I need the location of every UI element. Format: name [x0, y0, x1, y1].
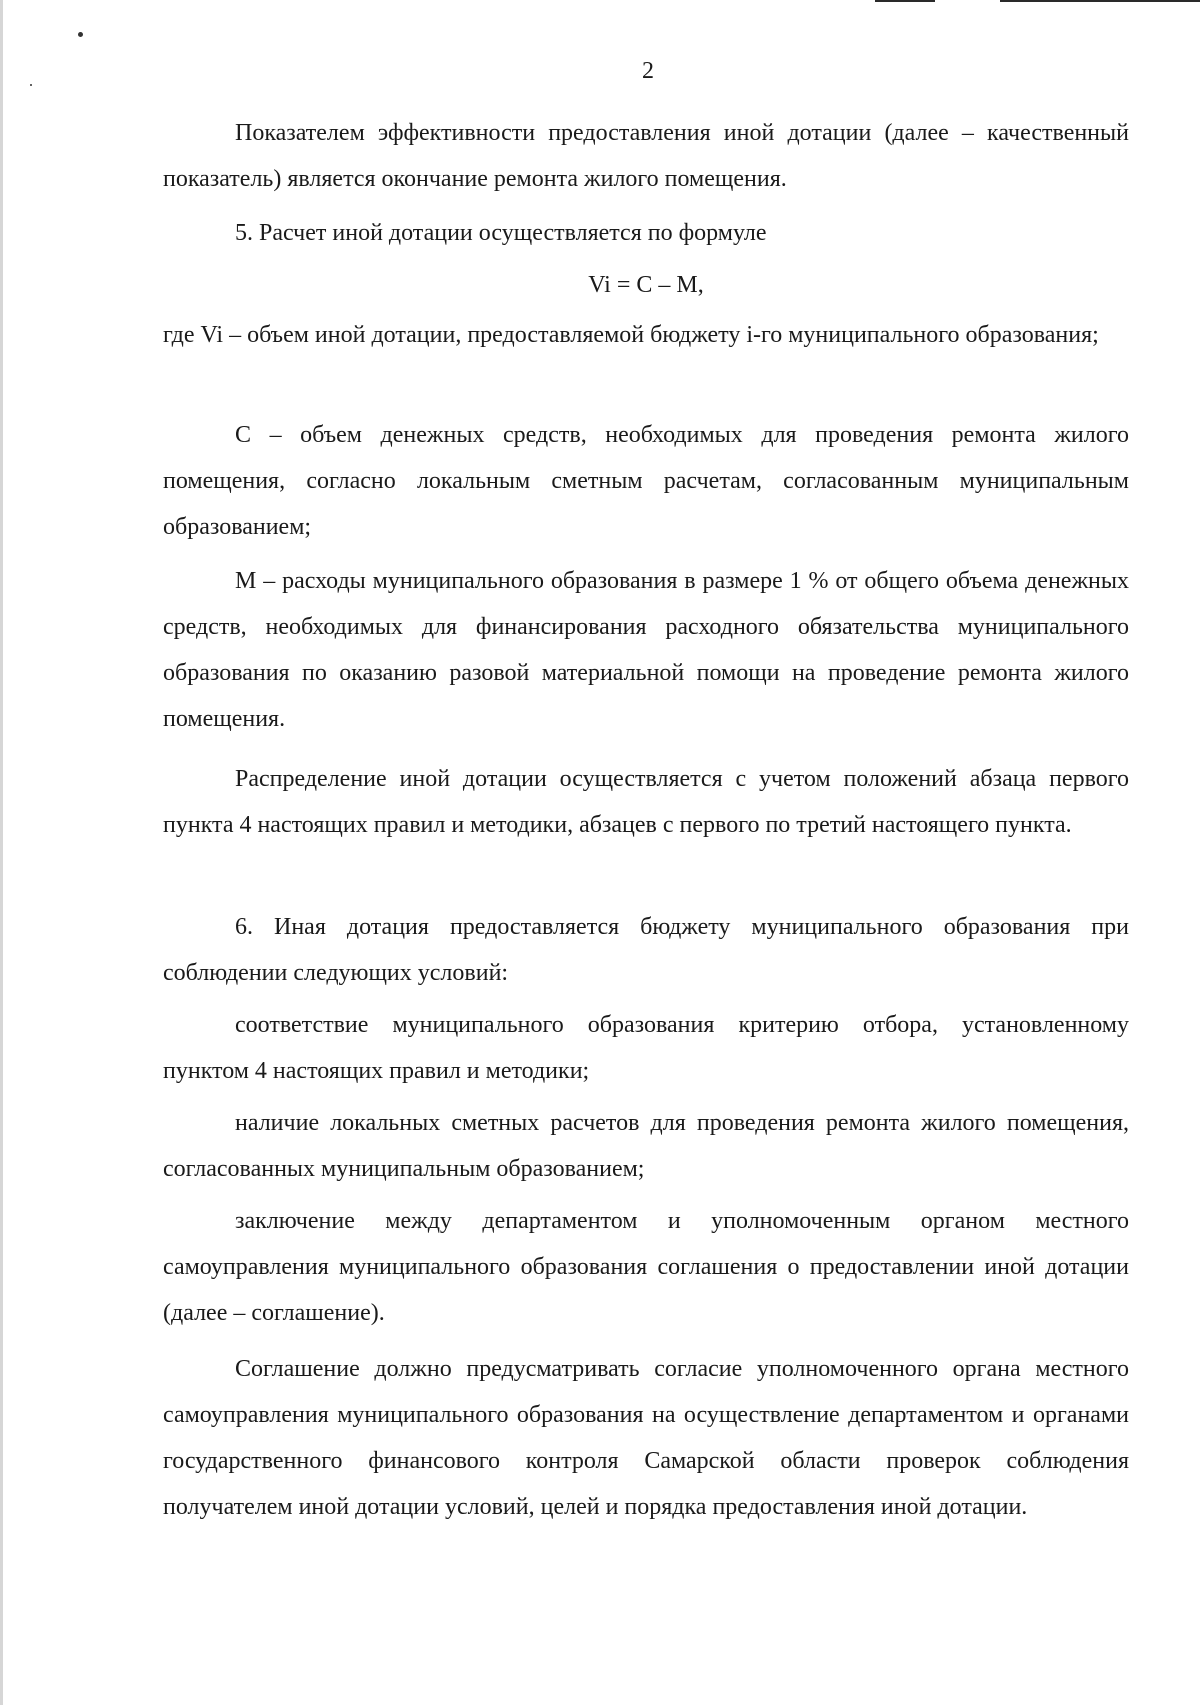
formula: Vi = C – M, — [588, 272, 704, 298]
scan-left-edge — [0, 0, 3, 1705]
scan-top-rule-long — [1000, 0, 1200, 2]
paragraph-effectiveness-indicator: Показателем эффективности предоставления иной дотации (далее – качественный показатель) является окончание ремонта жилого помещения. — [163, 120, 1129, 192]
paragraph-formula-m: M – расходы муниципального образования в размере 1 % от общего объема денежных средств, необходимых для финансирования расходного обязательства муниципального образования по оказанию разовой материальной помощи на проведение ремонта жилого помещения. — [163, 568, 1129, 732]
paragraph-agreement-consent: Соглашение должно предусматривать согласие уполномоченного органа местного самоуправления муниципального образования на осуществление департаментом и органами государственного финансового контроля Самарской области проверок соблюдения получателем иной дотации условий, целей и порядка предоставления иной дотации. — [163, 1356, 1129, 1520]
paragraph-condition-estimates: наличие локальных сметных расчетов для проведения ремонта жилого помещения, согласованных муниципальным образованием; — [163, 1110, 1129, 1182]
paragraph-condition-criterion: соответствие муниципального образования критерию отбора, установленному пунктом 4 настоящих правил и методики; — [163, 1012, 1129, 1084]
scan-top-rule-short — [875, 0, 935, 2]
paragraph-formula-c: C – объем денежных средств, необходимых для проведения ремонта жилого помещения, согласно локальным сметным расчетам, согласованным муниципальным образованием; — [163, 422, 1129, 540]
paragraph-formula-vi: где Vi – объем иной дотации, предоставляемой бюджету i-го муниципального образования; — [163, 322, 1099, 348]
paragraph-distribution: Распределение иной дотации осуществляется с учетом положений абзаца первого пункта 4 настоящих правил и методики, абзацев с первого по третий настоящего пункта. — [163, 766, 1129, 838]
page-number: 2 — [642, 58, 654, 84]
paragraph-conditions-intro: 6. Иная дотация предоставляется бюджету муниципального образования при соблюдении следующих условий: — [163, 914, 1129, 986]
scan-speck — [78, 32, 83, 37]
paragraph-calculation-intro: 5. Расчет иной дотации осуществляется по формуле — [235, 220, 767, 246]
paragraph-condition-agreement: заключение между департаментом и уполномоченным органом местного самоуправления муниципального образования соглашения о предоставлении иной дотации (далее – соглашение). — [163, 1208, 1129, 1326]
